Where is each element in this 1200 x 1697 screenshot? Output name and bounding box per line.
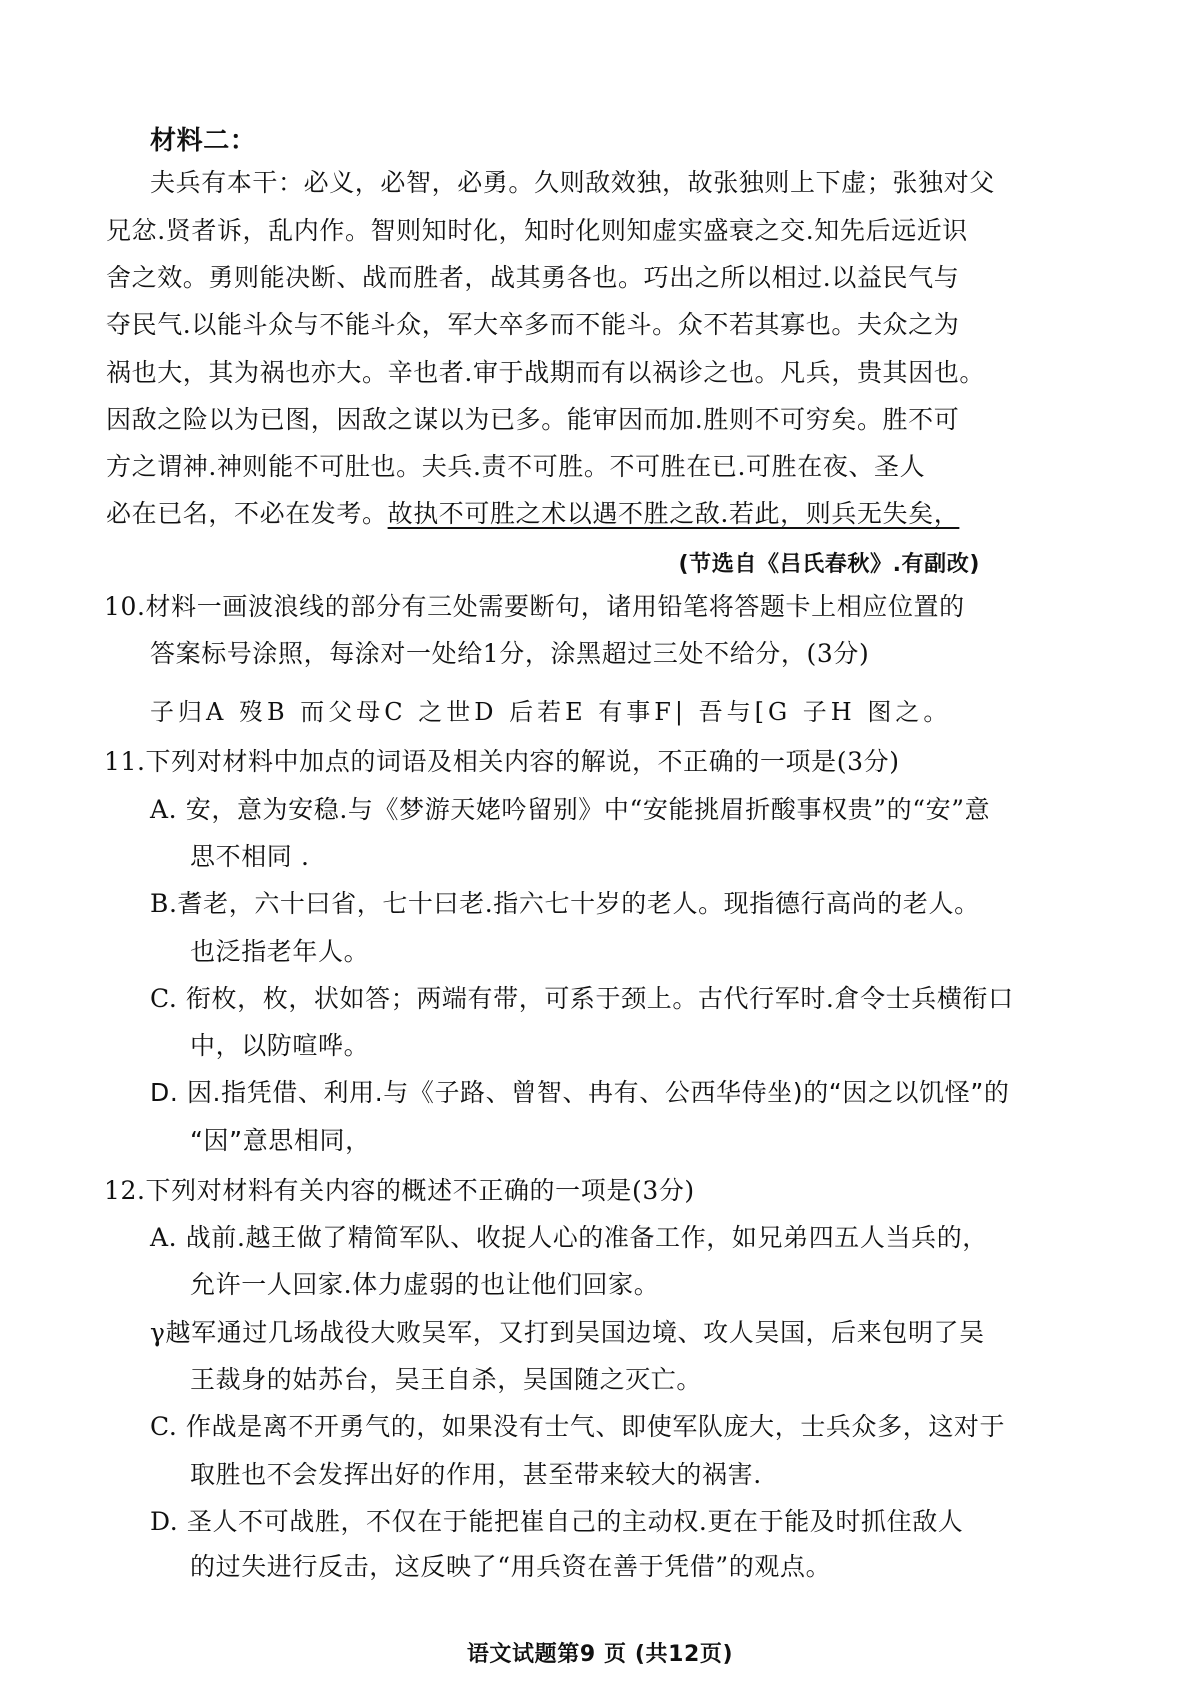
- question-10-stem: 10.材料一画波浪线的部分有三处需要断句，诸用铅笔将答题卡上相应位置的: [104, 592, 965, 621]
- passage-line: 方之谓神.神则能不可肚也。夫兵.责不可胜。不可胜在已.可胜在夜、圣人: [106, 452, 926, 481]
- question-11-option-a-cont: 思不相同 .: [190, 842, 310, 871]
- question-12-option-c-cont: 取胜也不会发挥出好的作用，甚至带来较大的祸害.: [190, 1460, 762, 1489]
- question-12-option-d: D. 圣人不可战胜，不仅在于能把崔自己的主动权.更在于能及时抓住敌人: [150, 1507, 964, 1536]
- question-11-stem: 11.下列对材料中加点的词语及相关内容的解说，不正确的一项是(3分): [104, 747, 900, 776]
- question-12-option-a: A. 战前.越王做了精简军队、收捉人心的准备工作，如兄弟四五人当兵的，: [150, 1223, 988, 1252]
- question-11-option-c: C. 衔枚，枚，状如答；两端有带，可系于颈上。古代行军时.倉令士兵横衔口: [150, 984, 1014, 1013]
- passage-underlined-sentence: 故执不可胜之术以遇不胜之敌.若此，则兵无失矣，: [387, 499, 960, 528]
- question-10-stem-cont: 答案标号涂照，每涂对一处给1分，涂黑超过三处不给分，(3分): [150, 639, 870, 668]
- question-12-option-a-cont: 允许一人回家.体力虚弱的也让他们回家。: [190, 1270, 660, 1299]
- question-11-option-c-cont: 中，以防喧哗。: [190, 1031, 370, 1060]
- material-heading: 材料二：: [150, 126, 257, 156]
- question-11-option-d: D. 因.指凭借、利用.与《子路、曾智、冉有、公西华侍坐)的“因之以饥怪”的: [150, 1078, 1010, 1107]
- page-footer: 语文试题第9 页 (共12页): [466, 1642, 734, 1667]
- passage-line: 祸也大，其为祸也亦大。辛也者.审于战期而有以祸诊之也。凡兵，贵其因也。: [106, 358, 985, 387]
- source-citation: (节选自《吕氏春秋》.有副改): [678, 552, 980, 577]
- passage-line: 舍之效。勇则能决断、战而胜者，战其勇各也。巧出之所以相过.以益民气与: [106, 263, 960, 292]
- passage-line: 兄忿.贤者诉，乱内作。智则知时化，知时化则知虚实盛衰之交.知先后远近识: [106, 216, 968, 245]
- question-11-option-b-cont: 也泛指老年人。: [190, 937, 370, 966]
- passage-last-line: [106, 497, 959, 531]
- question-12-option-d-cont: 的过失进行反击，这反映了“用兵资在善于凭借”的观点。: [190, 1552, 832, 1581]
- question-11-option-d-cont: “因”意思相同，: [190, 1126, 371, 1155]
- question-12-option-b-cont: 王裁身的姑苏台，吴王自杀，吴国随之灭亡。: [190, 1365, 703, 1394]
- question-10-segments: 子归A 歿B 而父母C 之世D 后若E 有事F| 吾与[G 子H 图之。: [150, 698, 952, 726]
- passage-last-plain: 必在已名，不必在发考。: [106, 499, 388, 528]
- question-12-option-c: C. 作战是离不开勇气的，如果没有士气、即使军队庞大，士兵众多，这对于: [150, 1412, 1006, 1441]
- passage-line: 因敌之险以为已图，因敌之谋以为已多。能审因而加.胜则不可穷矣。胜不可: [106, 405, 960, 434]
- passage-line: 夺民气.以能斗众与不能斗众，军大卒多而不能斗。众不若其寡也。夫众之为: [106, 310, 960, 339]
- question-11-option-a: A. 安，意为安稳.与《梦游天姥吟留别》中“安能挑眉折酸事权贵”的“安”意: [150, 795, 991, 824]
- question-11-option-b: B.耆老，六十曰省，七十曰老.指六七十岁的老人。现指德行高尚的老人。: [150, 889, 980, 918]
- question-12-option-b: γ越军通过几场战役大败吴军，又打到吴国边境、攻人吴国，后来包明了吴: [150, 1318, 985, 1347]
- passage-line: 夫兵有本干：必义，必智，必勇。久则敌效独，故张独则上下虚；张独对父: [150, 168, 995, 197]
- question-12-stem: 12.下列对材料有关内容的概述不正确的一项是(3分): [104, 1176, 695, 1205]
